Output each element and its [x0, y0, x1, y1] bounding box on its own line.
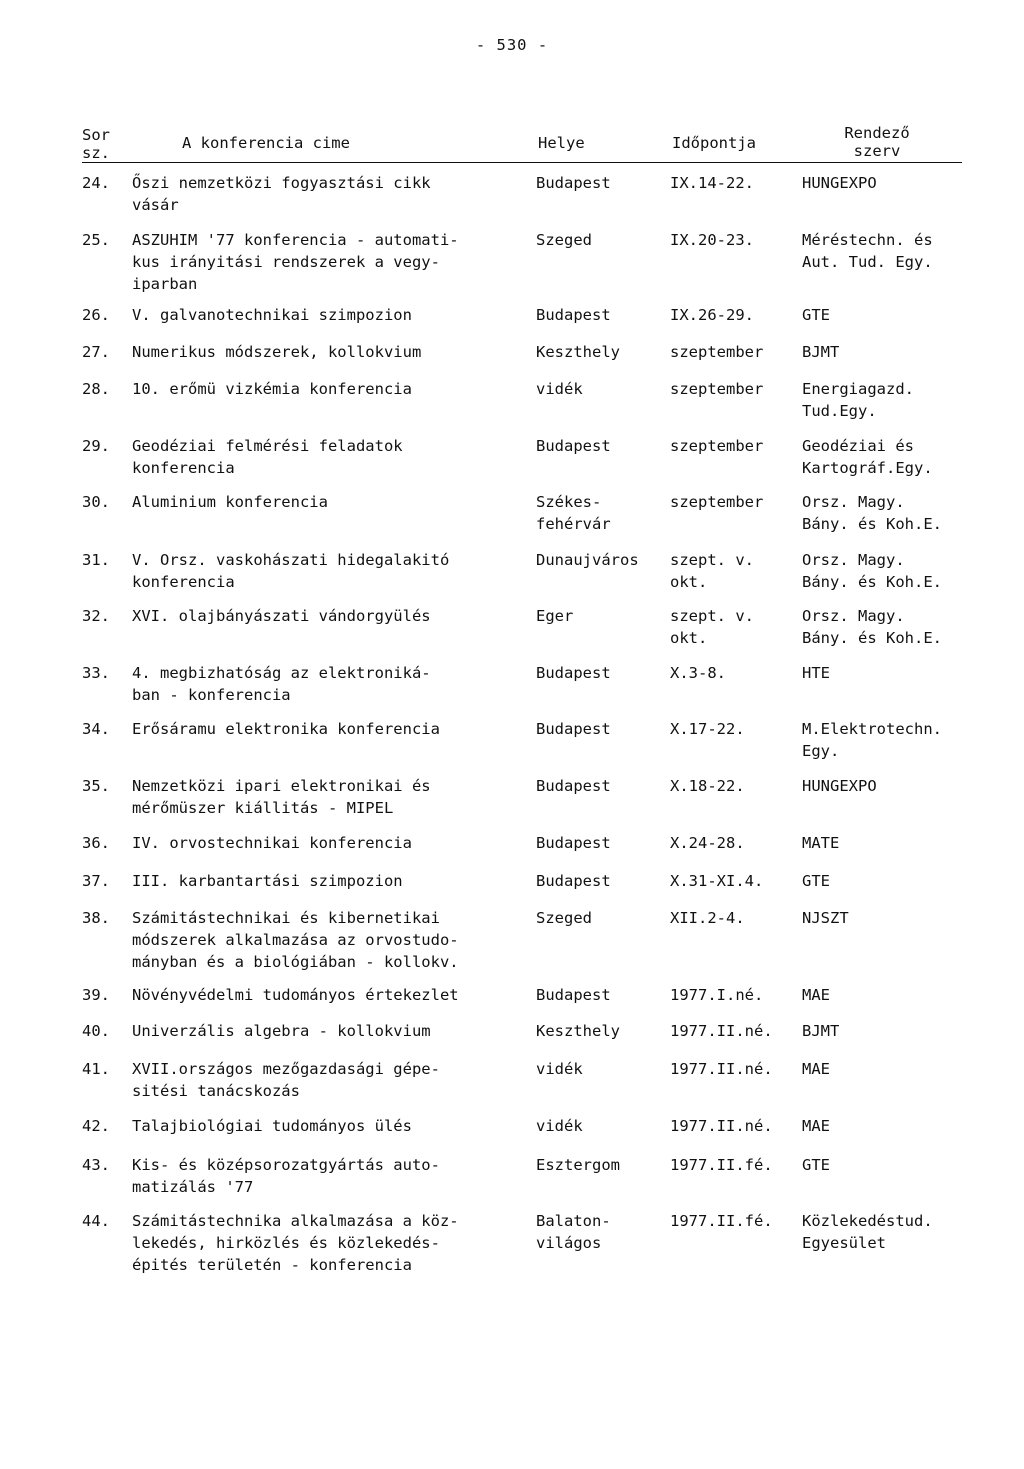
conference-date: 1977.I.né. — [670, 986, 764, 1004]
row-number: 34. — [82, 720, 110, 738]
conference-title: Növényvédelmi tudományos értekezlet — [132, 986, 459, 1004]
conference-date: XII.2-4. — [670, 909, 745, 927]
conference-place: Dunaujváros — [536, 551, 639, 569]
row-number: 39. — [82, 986, 110, 1004]
row-number: 41. — [82, 1060, 110, 1078]
row-number: 30. — [82, 493, 110, 511]
conference-title: ASZUHIM '77 konferencia - automati- kus irányitási rendszerek a vegy- iparban — [132, 231, 459, 293]
conference-date: IX.20-23. — [670, 231, 754, 249]
row-number: 37. — [82, 872, 110, 890]
conference-place: Szeged — [536, 909, 592, 927]
conference-organizer: Közlekedéstud. Egyesület — [802, 1212, 933, 1252]
conference-title: IV. orvostechnikai konferencia — [132, 834, 412, 852]
row-number: 40. — [82, 1022, 110, 1040]
row-number: 43. — [82, 1156, 110, 1174]
conference-organizer: Méréstechn. és Aut. Tud. Egy. — [802, 231, 933, 271]
conference-place: Székes- fehérvár — [536, 493, 611, 533]
header-row-number: Sor sz. — [82, 126, 110, 162]
conference-place: Keszthely — [536, 1022, 620, 1040]
conference-place: Budapest — [536, 306, 611, 324]
conference-place: Budapest — [536, 834, 611, 852]
conference-date: IX.14-22. — [670, 174, 754, 192]
conference-organizer: Orsz. Magy. Bány. és Koh.E. — [802, 551, 942, 591]
conference-place: vidék — [536, 380, 583, 398]
conference-title: Erősáramu elektronika konferencia — [132, 720, 440, 738]
conference-title: Számitástechnika alkalmazása a köz- lekedés, hirközlés és közlekedés- épités területén - konferencia — [132, 1212, 459, 1274]
conference-date: szeptember — [670, 380, 764, 398]
row-number: 33. — [82, 664, 110, 682]
conference-date: X.18-22. — [670, 777, 745, 795]
row-number: 44. — [82, 1212, 110, 1230]
conference-organizer: MATE — [802, 834, 840, 852]
conference-place: Budapest — [536, 174, 611, 192]
conference-title: Őszi nemzetközi fogyasztási cikk vásár — [132, 174, 431, 214]
conference-place: Budapest — [536, 872, 611, 890]
conference-title: Kis- és középsorozatgyártás auto- matizálás '77 — [132, 1156, 440, 1196]
row-number: 38. — [82, 909, 110, 927]
conference-organizer: M.Elektrotechn. Egy. — [802, 720, 942, 760]
conference-title: Geodéziai felmérési feladatok konferencia — [132, 437, 403, 477]
conference-place: Budapest — [536, 437, 611, 455]
conference-place: Budapest — [536, 720, 611, 738]
conference-title: Numerikus módszerek, kollokvium — [132, 343, 422, 361]
conference-organizer: Geodéziai és Kartográf.Egy. — [802, 437, 933, 477]
row-number: 27. — [82, 343, 110, 361]
conference-organizer: HUNGEXPO — [802, 174, 877, 192]
conference-organizer: GTE — [802, 1156, 830, 1174]
conference-organizer: Energiagazd. Tud.Egy. — [802, 380, 914, 420]
conference-title: Univerzális algebra - kollokvium — [132, 1022, 431, 1040]
conference-date: szept. v. okt. — [670, 607, 754, 647]
conference-title: V. galvanotechnikai szimpozion — [132, 306, 412, 324]
conference-organizer: MAE — [802, 1117, 830, 1135]
header-date: Időpontja — [672, 134, 756, 152]
conference-title: XVII.országos mezőgazdasági gépe- sitési tanácskozás — [132, 1060, 440, 1100]
conference-organizer: BJMT — [802, 343, 840, 361]
page-number: - 530 - — [475, 36, 549, 54]
conference-place: vidék — [536, 1117, 583, 1135]
conference-date: szept. v. okt. — [670, 551, 754, 591]
conference-date: 1977.II.fé. — [670, 1212, 773, 1230]
conference-title: Számitástechnikai és kibernetikai módszerek alkalmazása az orvostudo- mányban és a biológiában - kollokv. — [132, 909, 459, 971]
conference-date: 1977.II.né. — [670, 1060, 773, 1078]
conference-place: Szeged — [536, 231, 592, 249]
conference-date: 1977.II.né. — [670, 1022, 773, 1040]
table-header — [82, 122, 962, 163]
row-number: 31. — [82, 551, 110, 569]
row-number: 24. — [82, 174, 110, 192]
conference-title: XVI. olajbányászati vándorgyülés — [132, 607, 431, 625]
conference-date: X.3-8. — [670, 664, 726, 682]
conference-title: V. Orsz. vaskohászati hidegalakitó konferencia — [132, 551, 450, 591]
conference-date: 1977.II.né. — [670, 1117, 773, 1135]
conference-date: 1977.II.fé. — [670, 1156, 773, 1174]
conference-organizer: MAE — [802, 986, 830, 1004]
conference-place: Balaton- világos — [536, 1212, 611, 1252]
conference-organizer: GTE — [802, 306, 830, 324]
conference-organizer: HTE — [802, 664, 830, 682]
row-number: 28. — [82, 380, 110, 398]
conference-date: szeptember — [670, 437, 764, 455]
conference-date: X.17-22. — [670, 720, 745, 738]
header-organizer: Rendező szerv — [844, 124, 910, 160]
row-number: 35. — [82, 777, 110, 795]
conference-organizer: HUNGEXPO — [802, 777, 877, 795]
conference-date: szeptember — [670, 343, 764, 361]
row-number: 36. — [82, 834, 110, 852]
row-number: 25. — [82, 231, 110, 249]
conference-place: Eger — [536, 607, 574, 625]
conference-place: vidék — [536, 1060, 583, 1078]
conference-title: III. karbantartási szimpozion — [132, 872, 403, 890]
conference-organizer: BJMT — [802, 1022, 840, 1040]
conference-place: Esztergom — [536, 1156, 620, 1174]
conference-place: Budapest — [536, 664, 611, 682]
row-number: 29. — [82, 437, 110, 455]
conference-organizer: NJSZT — [802, 909, 849, 927]
conference-date: X.31-XI.4. — [670, 872, 764, 890]
conference-organizer: MAE — [802, 1060, 830, 1078]
header-place: Helye — [538, 134, 585, 152]
conference-organizer: Orsz. Magy. Bány. és Koh.E. — [802, 607, 942, 647]
conference-date: szeptember — [670, 493, 764, 511]
conference-place: Budapest — [536, 986, 611, 1004]
row-number: 32. — [82, 607, 110, 625]
conference-title: 4. megbizhatóság az elektroniká- ban - konferencia — [132, 664, 431, 704]
row-number: 42. — [82, 1117, 110, 1135]
conference-title: Aluminium konferencia — [132, 493, 328, 511]
conference-place: Budapest — [536, 777, 611, 795]
conference-place: Keszthely — [536, 343, 620, 361]
conference-date: X.24-28. — [670, 834, 745, 852]
header-title: A konferencia cime — [182, 134, 350, 152]
conference-title: 10. erőmü vizkémia konferencia — [132, 380, 412, 398]
conference-organizer: GTE — [802, 872, 830, 890]
conference-date: IX.26-29. — [670, 306, 754, 324]
row-number: 26. — [82, 306, 110, 324]
conference-title: Nemzetközi ipari elektronikai és mérőmüszer kiállitás - MIPEL — [132, 777, 431, 817]
conference-title: Talajbiológiai tudományos ülés — [132, 1117, 412, 1135]
conference-organizer: Orsz. Magy. Bány. és Koh.E. — [802, 493, 942, 533]
